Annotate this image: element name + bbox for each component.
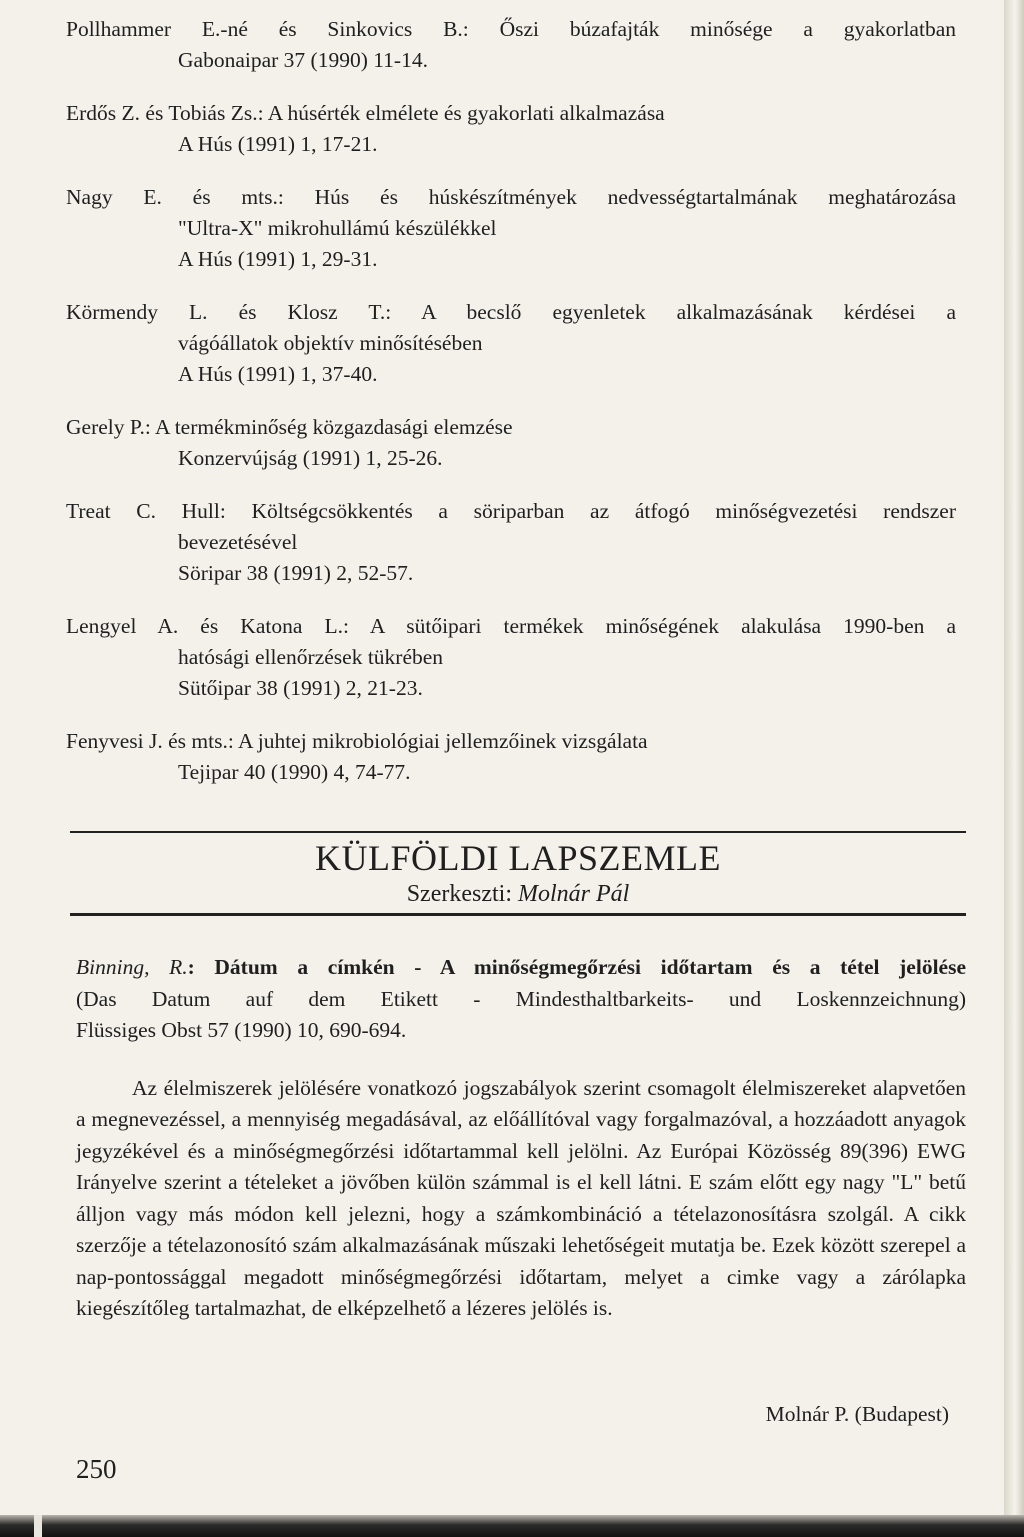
reference-item [66, 98, 956, 160]
editor-name: Molnár Pál [517, 881, 630, 907]
reference-item [66, 182, 956, 275]
reference-item [66, 14, 956, 76]
page-edge-right [1004, 0, 1024, 1537]
reference-item [66, 297, 956, 390]
reference-list [66, 14, 956, 810]
article-original-title: (Das Datum auf dem Etikett - Mindesthaltbarkeits- und Loskennzeichnung) [76, 986, 966, 1011]
reference-line: Söripar 38 (1991) 2, 52-57. [178, 561, 414, 585]
reference-line: bevezetésével [178, 530, 298, 554]
reference-line: vágóállatok objektív minősítésében [178, 331, 483, 355]
reference-line: Lengyel A. és Katona L.: A sütőipari termékek minőségének alakulása 1990-ben a [66, 614, 956, 638]
reference-line: Konzervújság (1991) 1, 25-26. [178, 446, 443, 470]
article-source: Flüssiges Obst 57 (1990) 10, 690-694. [76, 1018, 407, 1042]
reference-line: Fenyvesi J. és mts.: A juhtej mikrobiológiai jellemzőinek vizsgálata [66, 729, 648, 753]
article-body [76, 1073, 966, 1325]
reference-line: Körmendy L. és Klosz T.: A becslő egyenletek alkalmazásának kérdései a [66, 300, 956, 324]
article-paragraph: Az élelmiszerek jelölésére vonatkozó jogszabályok szerint csomagolt élelmiszereket alapvetően a megnevezéssel, a mennyiség megadásával, az előállítóval vagy forgalmazóval, a hozzáadott anyagok jegyzékével és a minőségmegőrzési időtartammal kell jelölni. Az Európai Közösség 89(396) EWG Irányelve szerint a tételeket a jövőben külön számmal is el kell látni. E szám előtt egy nagy "L" betű álljon vagy más módon kell jelezni, hogy a számkombináció a tételazonosításra szolgál. A cikk szerzője a tételazonosító szám alkalmazásának műszaki lehetőségeit mutatja be. Ezek között szerepel a nap-pontossággal megadott minőségmegőrzési időtartam, melyet a cimke vagy a zárólapka kiegészítőleg tartalmazhat, de elképzelhető a lézeres jelölés is. [76, 1075, 966, 1320]
reference-line: Nagy E. és mts.: Hús és húskészítmények nedvességtartalmának meghatározása [66, 185, 956, 209]
reference-item [66, 726, 956, 788]
reference-item [66, 412, 956, 474]
page-edge-notch [34, 1515, 42, 1537]
article-author: Binning, R. [76, 955, 188, 979]
reference-line: hatósági ellenőrzések tükrében [178, 645, 444, 669]
reference-line: Gabonaipar 37 (1990) 11-14. [178, 48, 428, 72]
article-header [76, 952, 966, 1047]
section-rule-bottom [70, 913, 966, 916]
page-number: 250 [76, 1454, 117, 1484]
reference-item [66, 611, 956, 704]
page-edge-bottom [0, 1515, 1024, 1537]
section-title: KÜLFÖLDI LAPSZEMLE [315, 838, 721, 878]
article-title: : Dátum a címkén - A minőségmegőrzési időtartam és a tétel jelölése [187, 955, 966, 979]
section-rule-top [70, 831, 966, 833]
editor-prefix: Szerkeszti: [406, 881, 518, 907]
reference-line: "Ultra-X" mikrohullámú készülékkel [178, 216, 497, 240]
reference-line: Tejipar 40 (1990) 4, 74-77. [178, 760, 411, 784]
reference-line: A Hús (1991) 1, 29-31. [178, 247, 378, 271]
reference-line: Pollhammer E.-né és Sinkovics B.: Őszi búzafajták minősége a gyakorlatban [66, 17, 956, 41]
reference-item [66, 496, 956, 589]
section-editor [70, 878, 966, 910]
reference-line: Erdős Z. és Tobiás Zs.: A húsérték elmélete és gyakorlati alkalmazása [66, 101, 665, 125]
reference-line: A Hús (1991) 1, 17-21. [178, 132, 378, 156]
reference-line: Treat C. Hull: Költségcsökkentés a söriparban az átfogó minőségvezetési rendszer [66, 499, 956, 523]
article-title-line [76, 952, 966, 984]
article [76, 952, 966, 1325]
reference-line: Gerely P.: A termékminőség közgazdasági elemzése [66, 415, 513, 439]
article-signature: Molnár P. (Budapest) [765, 1402, 949, 1426]
reference-line: Sütőipar 38 (1991) 2, 21-23. [178, 676, 423, 700]
reference-line: A Hús (1991) 1, 37-40. [178, 362, 378, 386]
